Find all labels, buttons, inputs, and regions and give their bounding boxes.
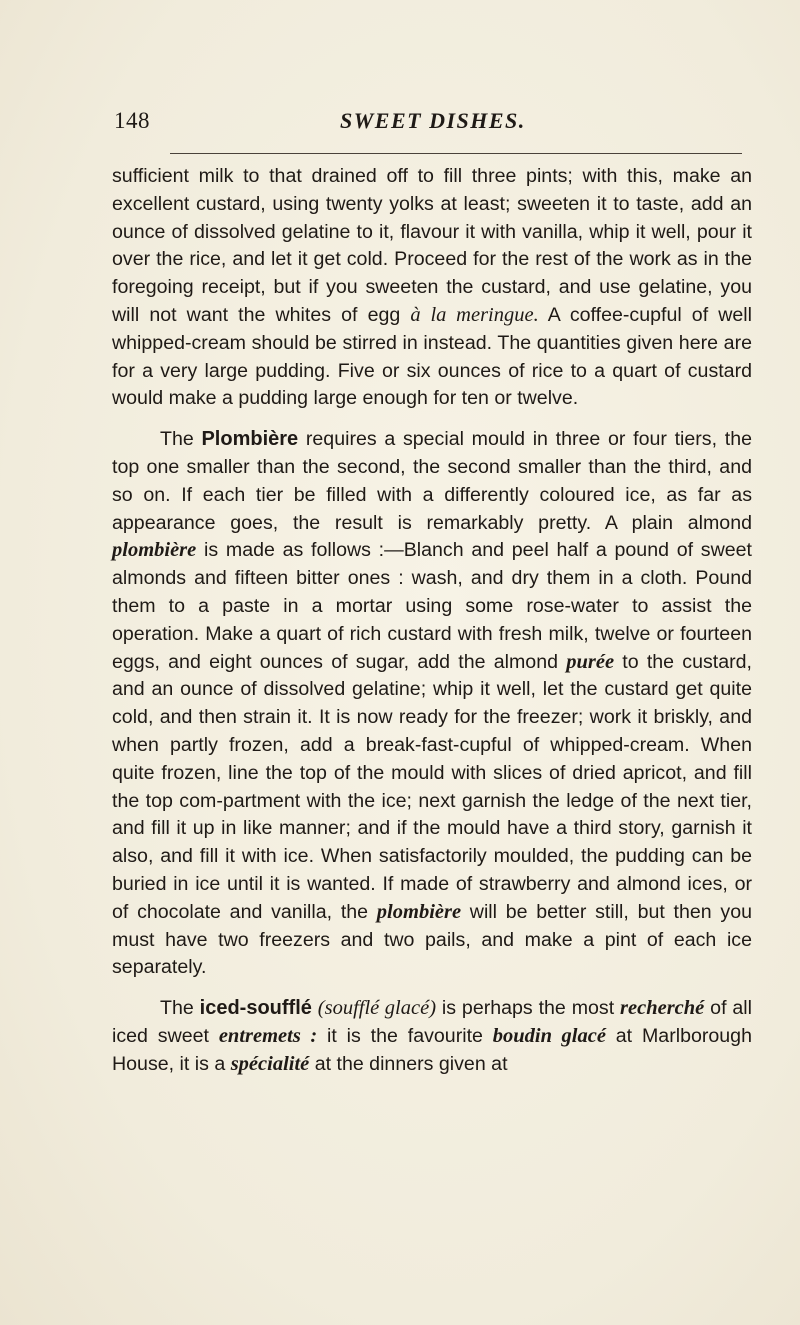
italic-term: plombière (376, 900, 462, 923)
italic-term: boudin glacé (492, 1024, 606, 1047)
italic-term: spécialité (230, 1052, 310, 1075)
text-run: at the dinners given at (309, 1052, 508, 1075)
text-run: is made as follows :—Blanch and peel half a pound of sweet almonds and fifteen bitter ones : wash, and dry them in a cloth. Pound them to a paste in a mortar using some rose-water to assist the operation. Make a quart of rich custard with fresh milk, twelve or fourteen eggs, and eight ounces of sugar, add the almond (112, 539, 752, 673)
text-run: it is the favourite (317, 1024, 493, 1047)
paragraph-iced-souffle (112, 995, 752, 1078)
running-title: SWEET DISHES. (340, 108, 526, 133)
italic-term: recherché (620, 997, 705, 1020)
italic-term: entremets : (218, 1024, 318, 1047)
italic-term: (soufflé glacé) (317, 997, 437, 1020)
italic-term: à la meringue. (410, 303, 539, 326)
text-run: of all iced sweet (112, 997, 752, 1047)
text-run: is perhaps the most (436, 997, 621, 1020)
paragraph-plombiere (112, 426, 752, 982)
text-run: requires a special mould in three or four tiers, the top one smaller than the second, the second smaller than the third, and so on. If each tier be filled with a differently coloured ice, as far as appearance goes, the result is remarkably pretty. A plain almond (112, 428, 752, 534)
text-run: A coffee-cupful of well whipped-cream should be stirred in instead. The quantities given here are for a very large pudding. Five or six ounces of rice to a quart of custard would make a pudding large enough for ten or twelve. (112, 303, 752, 410)
running-head (114, 108, 754, 144)
italic-term: plombière (112, 539, 197, 562)
italic-term: purée (566, 650, 615, 673)
text-run: to the custard, and an ounce of dissolved gelatine; whip it well, let the custard get quite cold, and then strain it. It is now ready for the freezer; work it briskly, and when partly frozen, add a break-fast-cupful of whipped-cream. When quite frozen, line the top of the mould with slices of dried apricot, and fill the top com-partment with the ice; next garnish the ledge of the next tier, and fill it up in like manner; and if the mould have a third story, garnish it also, and fill it with ice. When satisfactorily moulded, the pudding can be buried in ice until it is wanted. If made of strawberry and almond ices, or of chocolate and vanilla, the (112, 650, 752, 923)
text-run: The (160, 428, 202, 451)
text-run: The (160, 997, 200, 1020)
paragraph-rice-pudding-continued (112, 163, 752, 413)
text-run: at Marlborough House, it is a (112, 1024, 752, 1075)
recipe-heading: Plombière (201, 428, 299, 451)
recipe-heading: iced-soufflé (199, 997, 312, 1020)
header-rule (170, 153, 742, 154)
page-number: 148 (114, 108, 150, 133)
body-text (112, 163, 752, 1079)
text-run: sufficient milk to that drained off to fill three pints; with this, make an excellent custard, using twenty yolks at least; sweeten it to taste, add an ounce of dissolved gelatine to it, flavour it with vanilla, whip it well, pour it over the rice, and let it get cold. Proceed for the rest of the work as in the foregoing receipt, but if you sweeten the custard, and use gelatine, you will not want the whites of egg (112, 165, 752, 326)
text-run: will be better still, but then you must have two freezers and two pails, and make a pint of each ice separately. (112, 900, 752, 979)
